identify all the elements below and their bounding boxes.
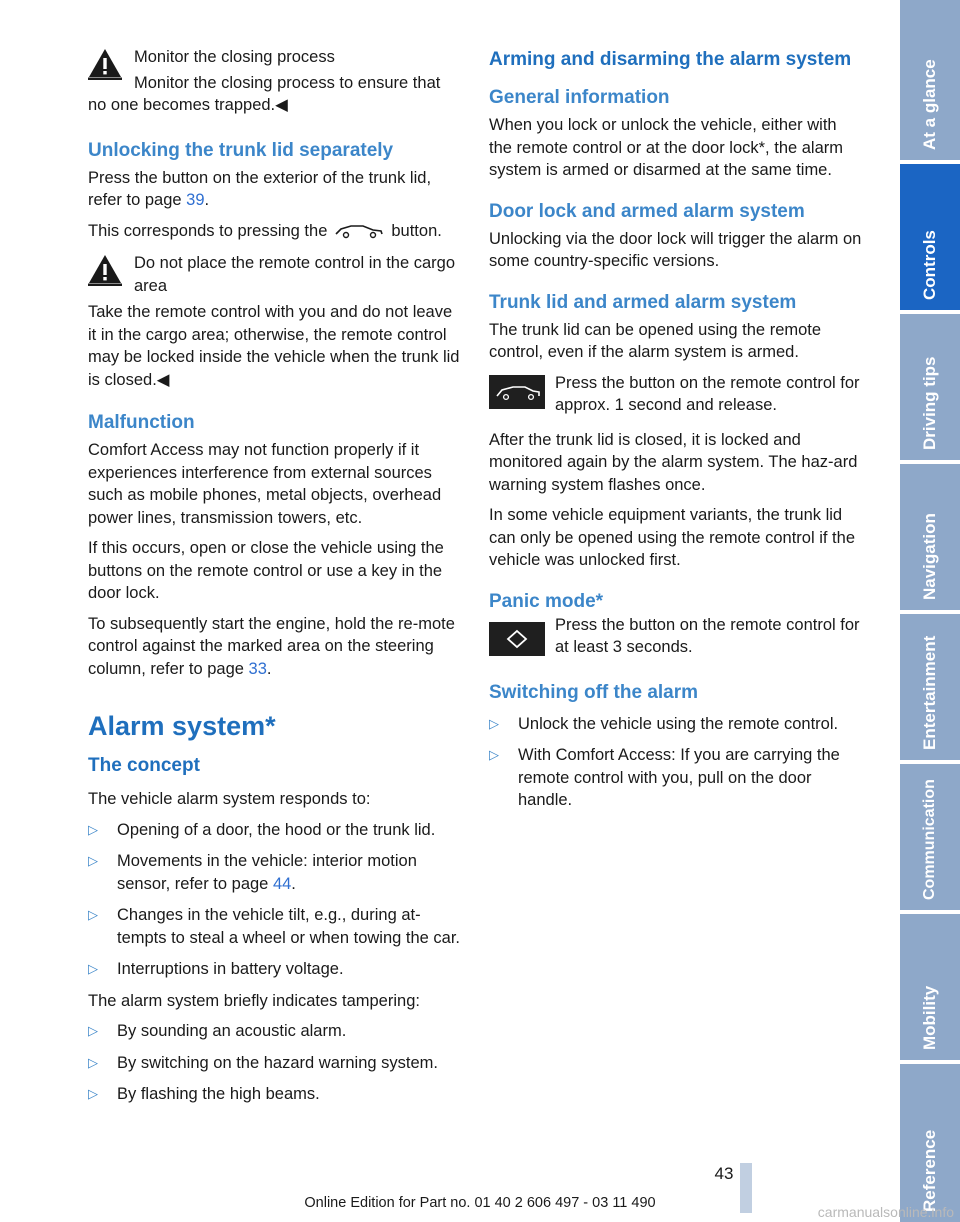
heading-malfunction: Malfunction bbox=[88, 412, 195, 433]
tab-navigation[interactable]: Navigation bbox=[900, 464, 960, 610]
warning-triangle-icon bbox=[88, 254, 122, 286]
bullet-icon: ▷ bbox=[88, 821, 98, 837]
list-item: ▷ Movements in the vehicle: interior motion sensor, refer to page 44. bbox=[88, 852, 417, 893]
paragraph-after-closed: After the trunk lid is closed, it is locked and monitored again by the alarm system. The haz-ard warning system flashes once. bbox=[489, 430, 858, 494]
warning-body: Monitor the closing process to ensure that no one becomes trapped.◀ bbox=[88, 73, 441, 114]
paragraph-door-lock: Unlocking via the door lock will trigger the alarm on some country-specific versions. bbox=[489, 229, 862, 270]
paragraph-unlock: Press the button on the exterior of the trunk lid, refer to page 39. bbox=[88, 168, 432, 209]
paragraph-general: When you lock or unlock the vehicle, either with the remote control or at the door lock*, the alarm system is armed or disarmed at the same time. bbox=[489, 116, 844, 179]
list-item: ▷ Changes in the vehicle tilt, e.g., during at-tempts to steal a wheel or when towing the car. bbox=[88, 906, 461, 947]
remote-panic-instruction bbox=[489, 614, 863, 659]
list-item: ▷ By switching on the hazard warning system. bbox=[88, 1052, 462, 1075]
list-item: ▷ Opening of a door, the hood or the trunk lid. bbox=[88, 819, 462, 842]
list-item: ▷ Interruptions in battery voltage. bbox=[88, 958, 462, 981]
heading-switching-off: Switching off the alarm bbox=[489, 681, 699, 703]
bullet-icon: ▷ bbox=[88, 1054, 98, 1070]
heading-unlocking-trunk: Unlocking the trunk lid separately bbox=[88, 139, 394, 161]
warning-cargo bbox=[88, 252, 462, 297]
heading-alarm-system: Alarm system* bbox=[88, 711, 276, 741]
bullet-icon: ▷ bbox=[88, 907, 98, 922]
bullet-icon: ▷ bbox=[88, 961, 98, 976]
paragraph-tampering: The alarm system briefly indicates tampering: bbox=[88, 991, 420, 1010]
heading-panic-mode: Panic mode* bbox=[489, 590, 604, 612]
warning-title: Do not place the remote control in the cargo area bbox=[134, 254, 456, 295]
page-number: 43 bbox=[714, 1164, 734, 1183]
chapter-tabs bbox=[900, 0, 960, 1222]
paragraph-responds: The vehicle alarm system responds to: bbox=[88, 790, 371, 808]
tab-controls[interactable]: Controls bbox=[900, 164, 960, 310]
paragraph-variants: In some vehicle equipment variants, the trunk lid can only be opened using the remote control if the vehicle was unlocked first. bbox=[489, 506, 855, 569]
warning-body: Take the remote control with you and do not leave it in the cargo area; otherwise, the remote control may be locked inside the vehicle when the trunk lid is closed.◀ bbox=[88, 303, 460, 389]
remote-trunk-instruction bbox=[489, 372, 863, 417]
footer-edition: Online Edition for Part no. 01 40 2 606 497 - 03 11 490 bbox=[304, 1195, 656, 1211]
paragraph-malfunction: Comfort Access may not function properly if it experiences interference from external sources such as mobile phones, metal objects, overhead power lines, transmission towers, etc. bbox=[88, 441, 442, 527]
car-trunk-icon bbox=[333, 221, 385, 239]
warning-closing bbox=[88, 46, 462, 69]
tab-communication[interactable]: Communication bbox=[900, 764, 960, 910]
bullet-icon: ▷ bbox=[88, 853, 98, 868]
tab-driving-tips[interactable]: Driving tips bbox=[900, 314, 960, 460]
bullet-icon: ▷ bbox=[489, 715, 499, 731]
bullet-icon: ▷ bbox=[88, 1086, 98, 1101]
watermark: carmanualsonline.info bbox=[817, 1204, 954, 1220]
page-link-39[interactable]: 39 bbox=[186, 191, 205, 209]
heading-general-info: General information bbox=[489, 87, 670, 108]
page-link-33[interactable]: 33 bbox=[248, 659, 267, 678]
paragraph-corresponds: This corresponds to pressing the button. bbox=[88, 221, 442, 240]
tab-mobility[interactable]: Mobility bbox=[900, 914, 960, 1060]
warning-title: Monitor the closing process bbox=[134, 48, 335, 66]
list-switch-off bbox=[489, 713, 863, 812]
tab-entertainment[interactable]: Entertainment bbox=[900, 614, 960, 760]
page-link-44[interactable]: 44 bbox=[272, 874, 292, 893]
heading-concept: The concept bbox=[88, 755, 200, 776]
list-item: ▷ Unlock the vehicle using the remote control. bbox=[489, 713, 863, 736]
heading-trunk-lid: Trunk lid and armed alarm system bbox=[489, 291, 797, 313]
left-column bbox=[88, 46, 462, 1115]
remote-trunk-button-icon bbox=[489, 375, 545, 409]
list-item: ▷ By sounding an acoustic alarm. bbox=[88, 1020, 462, 1043]
list-responds bbox=[88, 819, 462, 981]
warning-triangle-icon bbox=[88, 48, 122, 80]
tab-reference[interactable]: Reference bbox=[900, 1064, 960, 1222]
heading-arming: Arming and disarming the alarm system bbox=[489, 49, 852, 70]
paragraph-trunk: The trunk lid can be opened using the remote control, even if the alarm system is armed. bbox=[489, 320, 822, 361]
paragraph-start-engine: To subsequently start the engine, hold the re-mote control against the marked area on the steering column, refer to page 33. bbox=[88, 614, 455, 678]
instruction-text: Press the button on the remote control for at least 3 seconds. bbox=[555, 615, 860, 656]
list-item: ▷ With Comfort Access: If you are carrying the remote control with you, pull on the door handle. bbox=[489, 746, 840, 809]
remote-panic-button-icon bbox=[489, 622, 545, 656]
paragraph-if-occurs: If this occurs, open or close the vehicle using the buttons on the remote control or use a key in the door lock. bbox=[88, 539, 444, 602]
bullet-icon: ▷ bbox=[489, 747, 499, 762]
instruction-text: Press the button on the remote control for approx. 1 second and release. bbox=[555, 373, 860, 414]
tab-at-a-glance[interactable]: At a glance bbox=[900, 0, 960, 160]
list-tampering bbox=[88, 1020, 462, 1106]
bullet-icon: ▷ bbox=[88, 1023, 98, 1038]
heading-door-lock: Door lock and armed alarm system bbox=[489, 200, 805, 222]
right-column bbox=[489, 46, 863, 821]
list-item: ▷ By flashing the high beams. bbox=[88, 1083, 462, 1106]
